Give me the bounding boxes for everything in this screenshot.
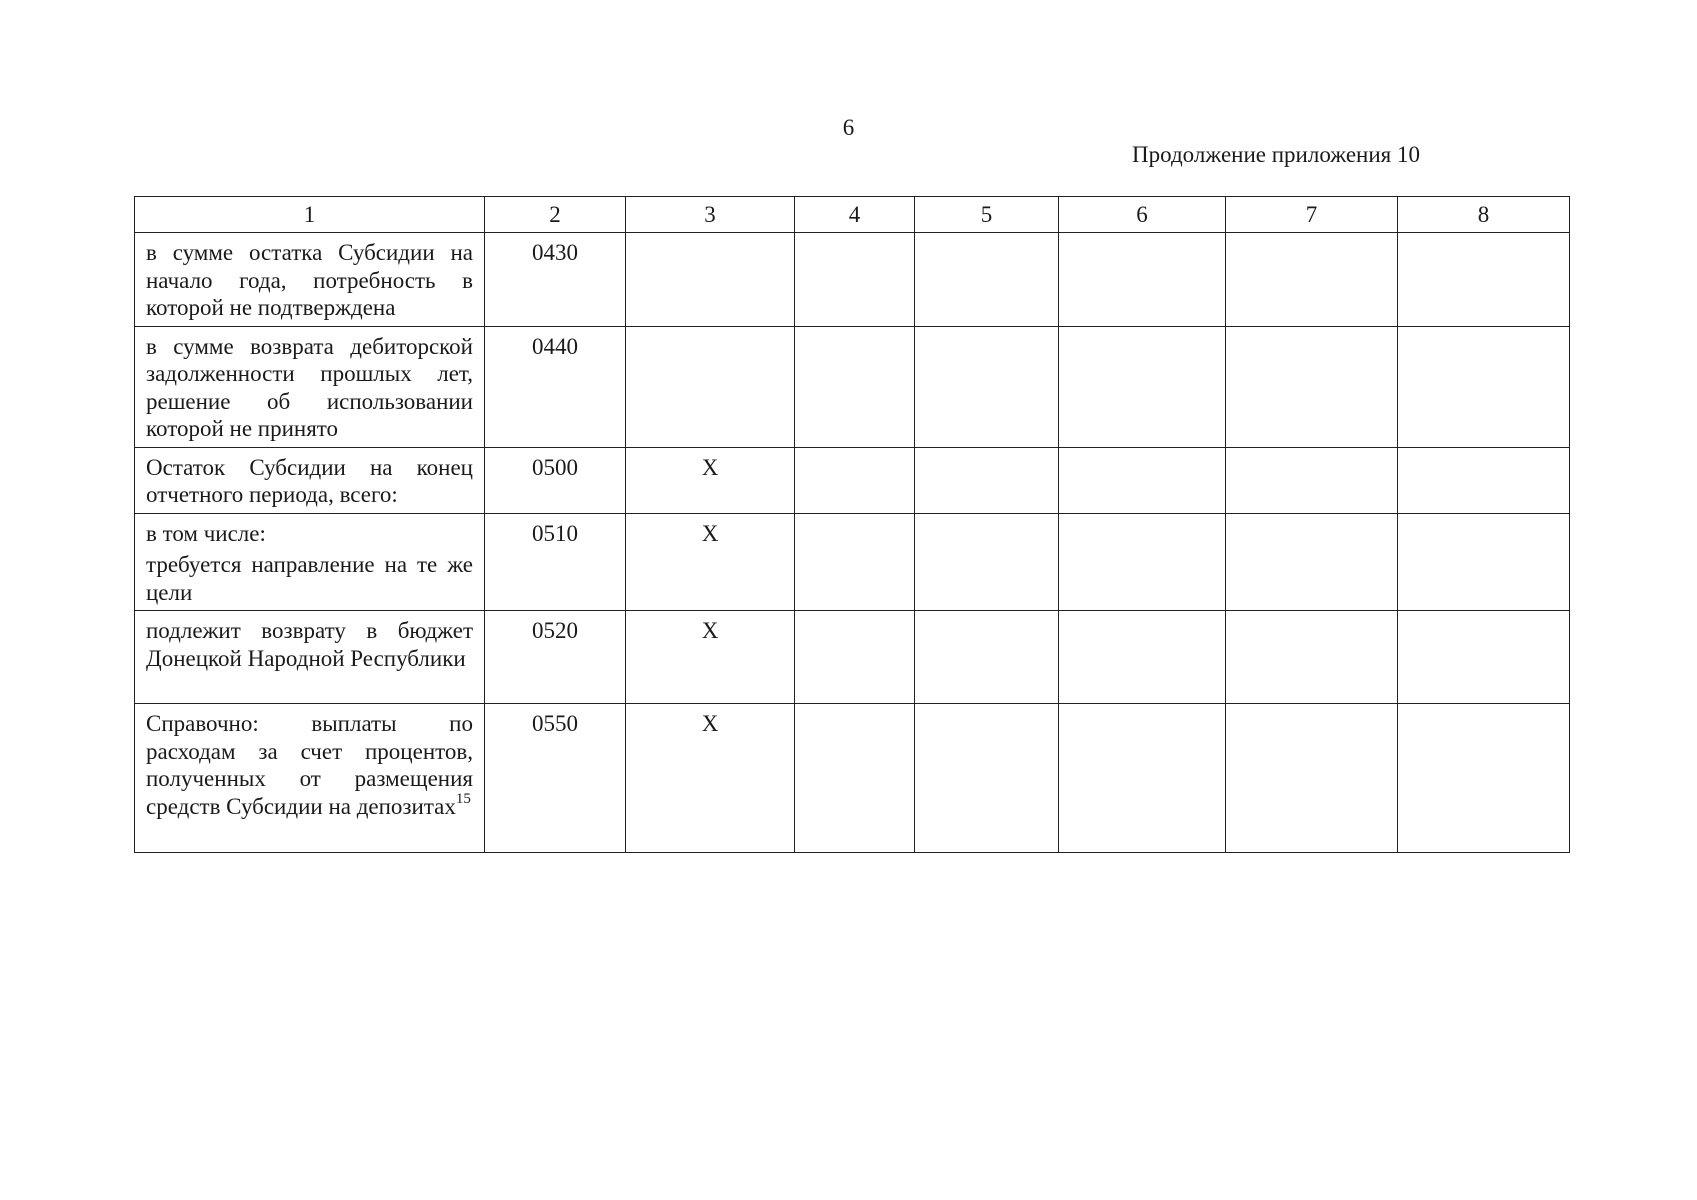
row-code: 0440 <box>485 326 626 447</box>
row-cell-col7 <box>1226 704 1398 853</box>
row-label-text: требуется направление на те же цели <box>146 552 473 605</box>
row-cell-col6 <box>1059 447 1226 513</box>
row-cell-col8 <box>1398 513 1570 611</box>
row-cell-col5 <box>915 233 1059 327</box>
row-cell-col7 <box>1226 513 1398 611</box>
column-header-2: 2 <box>485 197 626 233</box>
row-col3-x-mark: X <box>626 704 795 853</box>
row-cell-col8 <box>1398 611 1570 704</box>
row-col3-x-mark: X <box>626 447 795 513</box>
column-header-4: 4 <box>795 197 915 233</box>
row-cell-col6 <box>1059 704 1226 853</box>
table-row <box>135 447 1570 513</box>
row-label <box>135 513 485 611</box>
table-row <box>135 233 1570 327</box>
row-cell-col6 <box>1059 326 1226 447</box>
row-cell-col4 <box>795 704 915 853</box>
row-col3-x-mark: X <box>626 611 795 704</box>
column-header-8: 8 <box>1398 197 1570 233</box>
report-table <box>134 196 1570 853</box>
table-row <box>135 704 1570 853</box>
row-label-text <box>146 710 473 820</box>
row-cell-col4 <box>795 326 915 447</box>
row-cell-col4 <box>795 611 915 704</box>
row-cell-col8 <box>1398 233 1570 327</box>
row-col3 <box>626 233 795 327</box>
row-label <box>135 233 485 327</box>
row-cell-col8 <box>1398 326 1570 447</box>
row-label <box>135 611 485 704</box>
table-row <box>135 611 1570 704</box>
table-header-row <box>135 197 1570 233</box>
row-cell-col7 <box>1226 447 1398 513</box>
row-code: 0550 <box>485 704 626 853</box>
row-label-text: в сумме остатка Субсидии на начало года, потребность в которой не подтверждена <box>146 240 473 320</box>
row-cell-col7 <box>1226 233 1398 327</box>
row-label <box>135 326 485 447</box>
row-label-main-text: Справочно: выплаты по расходам за счет процентов, полученных от размещения средств Субсидии на депозитах <box>146 711 473 819</box>
row-cell-col4 <box>795 447 915 513</box>
column-header-7: 7 <box>1226 197 1398 233</box>
column-header-1: 1 <box>135 197 485 233</box>
table-row <box>135 513 1570 611</box>
row-label-text: в том числе: <box>146 520 266 546</box>
row-label-text: Остаток Субсидии на конец отчетного периода, всего: <box>146 454 473 507</box>
row-cell-col7 <box>1226 611 1398 704</box>
column-header-3: 3 <box>626 197 795 233</box>
row-cell-col8 <box>1398 704 1570 853</box>
row-label <box>135 447 485 513</box>
row-cell-col8 <box>1398 447 1570 513</box>
table-row <box>135 326 1570 447</box>
row-code: 0500 <box>485 447 626 513</box>
row-cell-col5 <box>915 611 1059 704</box>
row-cell-col6 <box>1059 233 1226 327</box>
column-header-5: 5 <box>915 197 1059 233</box>
row-cell-col6 <box>1059 611 1226 704</box>
row-cell-col4 <box>795 513 915 611</box>
row-col3-x-mark: X <box>626 513 795 611</box>
row-cell-col5 <box>915 513 1059 611</box>
page-number: 6 <box>842 115 855 140</box>
row-col3 <box>626 326 795 447</box>
row-cell-col6 <box>1059 513 1226 611</box>
row-cell-col7 <box>1226 326 1398 447</box>
row-cell-col5 <box>915 326 1059 447</box>
row-cell-col5 <box>915 704 1059 853</box>
column-header-6: 6 <box>1059 197 1226 233</box>
row-code: 0430 <box>485 233 626 327</box>
appendix-continuation-note: Продолжение приложения 10 <box>1132 142 1420 167</box>
footnote-marker: 15 <box>455 790 471 807</box>
row-cell-col5 <box>915 447 1059 513</box>
row-label <box>135 704 485 853</box>
row-label-text: в сумме возврата дебиторской задолженности прошлых лет, решение об использовании которой не принято <box>146 333 473 441</box>
row-code: 0520 <box>485 611 626 704</box>
row-code: 0510 <box>485 513 626 611</box>
row-label-text: подлежит возврату в бюджет Донецкой Народной Республики <box>146 618 473 671</box>
row-cell-col4 <box>795 233 915 327</box>
